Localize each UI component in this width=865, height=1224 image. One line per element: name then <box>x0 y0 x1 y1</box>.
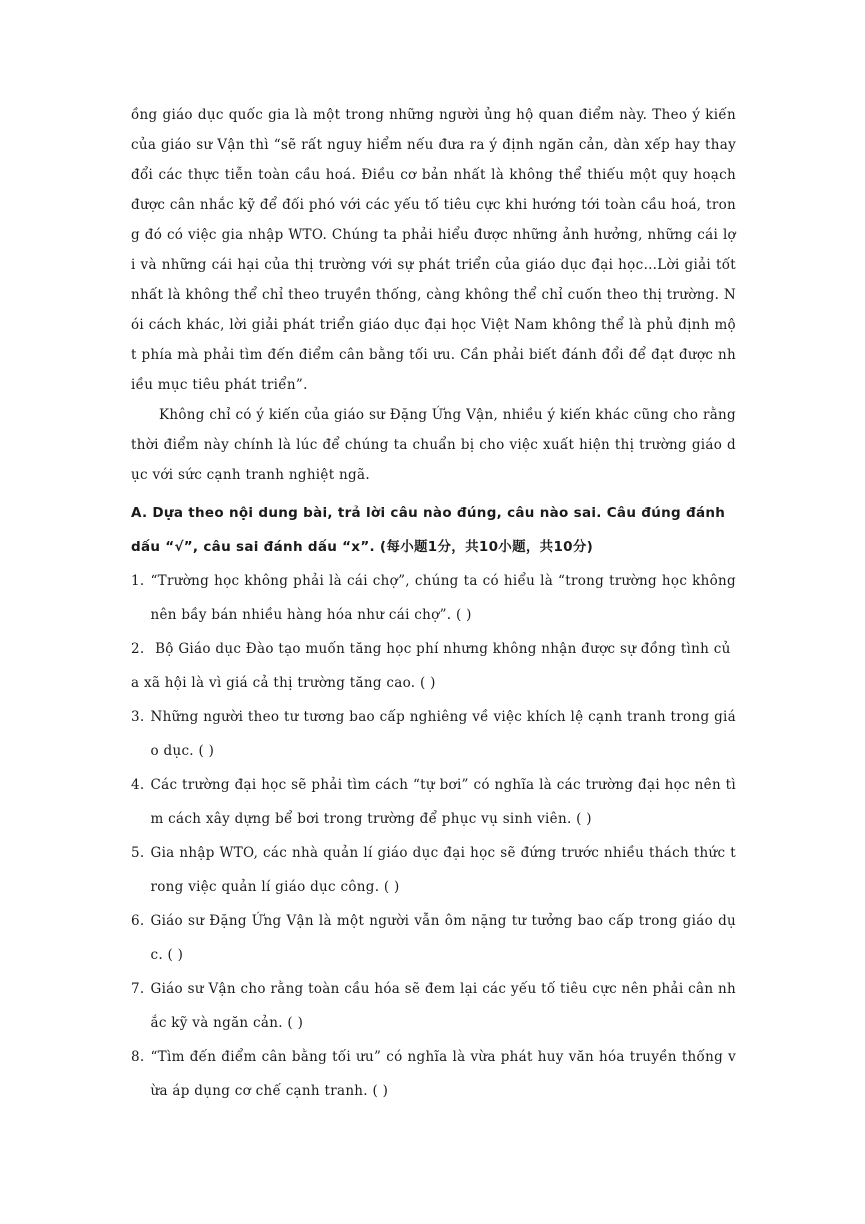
section-a-heading: A. Dựa theo nội dung bài, trả lời câu nào đúng, câu nào sai. Câu đúng đánh dấu “√”, câu sai đánh dấu “x”. (每小题1分，共10小题，共10分) <box>131 505 726 555</box>
question-number: 4. <box>131 777 145 793</box>
question-item-7 <box>131 972 736 1040</box>
question-list <box>131 564 736 1108</box>
question-number: 1. <box>131 573 145 589</box>
question-number: 6. <box>131 913 145 929</box>
question-item-1 <box>131 564 736 632</box>
passage-paragraph-1: ồng giáo dục quốc gia là một trong những người ủng hộ quan điểm này. Theo ý kiến của giáo sư Vận thì “sẽ rất nguy hiểm nếu đưa ra ý định ngăn cản, dàn xếp hay thay đổi các thực tiễn toàn cầu hoá. Điều cơ bản nhất là không thể thiếu một quy hoạch được cân nhắc kỹ để đối phó với các yếu tố tiêu cực khi hướng tới toàn cầu hoá, trong đó có việc gia nhập WTO. Chúng ta phải hiểu được những ảnh hưởng, những cái lợi và những cái hại của thị trường với sự phát triển của giáo dục đại học…Lời giải tốt nhất là không thể chỉ theo truyền thống, càng không thể chỉ cuốn theo thị trường. Nói cách khác, lời giải phát triển giáo dục đại học Việt Nam không thể là phủ định một phía mà phải tìm đến điểm cân bằng tối ưu. Cần phải biết đánh đổi để đạt được nhiều mục tiêu phát triển”. <box>131 107 736 393</box>
question-item-4 <box>131 768 736 836</box>
question-text: Các trường đại học sẽ phải tìm cách “tự bơi” có nghĩa là các trường đại học nên tìm cách xây dựng bể bơi trong trường để phục vụ sinh viên. ( ) <box>150 777 736 827</box>
question-text: Những người theo tư tương bao cấp nghiêng về việc khích lệ cạnh tranh trong giáo dục. ( ) <box>150 709 736 759</box>
question-number: 8. <box>131 1049 145 1065</box>
question-text: Giáo sư Đặng Ứng Vận là một người vẫn ôm nặng tư tưởng bao cấp trong giáo dục. ( ) <box>150 913 736 963</box>
question-number: 7. <box>131 981 145 997</box>
question-number: 5. <box>131 845 145 861</box>
question-item-2 <box>131 632 736 700</box>
question-text: Gia nhập WTO, các nhà quản lí giáo dục đại học sẽ đứng trước nhiều thách thức trong việc quản lí giáo dục công. ( ) <box>150 845 736 895</box>
question-item-3 <box>131 700 736 768</box>
question-number: 3. <box>131 709 145 725</box>
question-number: 2. <box>131 641 145 657</box>
question-item-5 <box>131 836 736 904</box>
document-page <box>131 100 736 1108</box>
question-text: Bộ Giáo dục Đào tạo muốn tăng học phí nhưng không nhận được sự đồng tình của xã hội là vì giá cả thị trường tăng cao. ( ) <box>131 641 731 691</box>
question-text: “Trường học không phải là cái chợ”, chúng ta có hiểu là “trong trường học không nên bầy bán nhiều hàng hóa như cái chợ”. ( ) <box>150 573 736 623</box>
question-item-8 <box>131 1040 736 1108</box>
question-text: Giáo sư Vận cho rằng toàn cầu hóa sẽ đem lại các yếu tố tiêu cực nên phải cân nhắc kỹ và ngăn cản. ( ) <box>150 981 736 1031</box>
question-item-6 <box>131 904 736 972</box>
passage-paragraph-2: Không chỉ có ý kiến của giáo sư Đặng Ứng Vận, nhiều ý kiến khác cũng cho rằng thời điểm này chính là lúc để chúng ta chuẩn bị cho việc xuất hiện thị trường giáo dục với sức cạnh tranh nghiệt ngã. <box>131 407 736 483</box>
question-text: “Tìm đến điểm cân bằng tối ưu” có nghĩa là vừa phát huy văn hóa truyền thống vừa áp dụng cơ chế cạnh tranh. ( ) <box>150 1049 736 1099</box>
